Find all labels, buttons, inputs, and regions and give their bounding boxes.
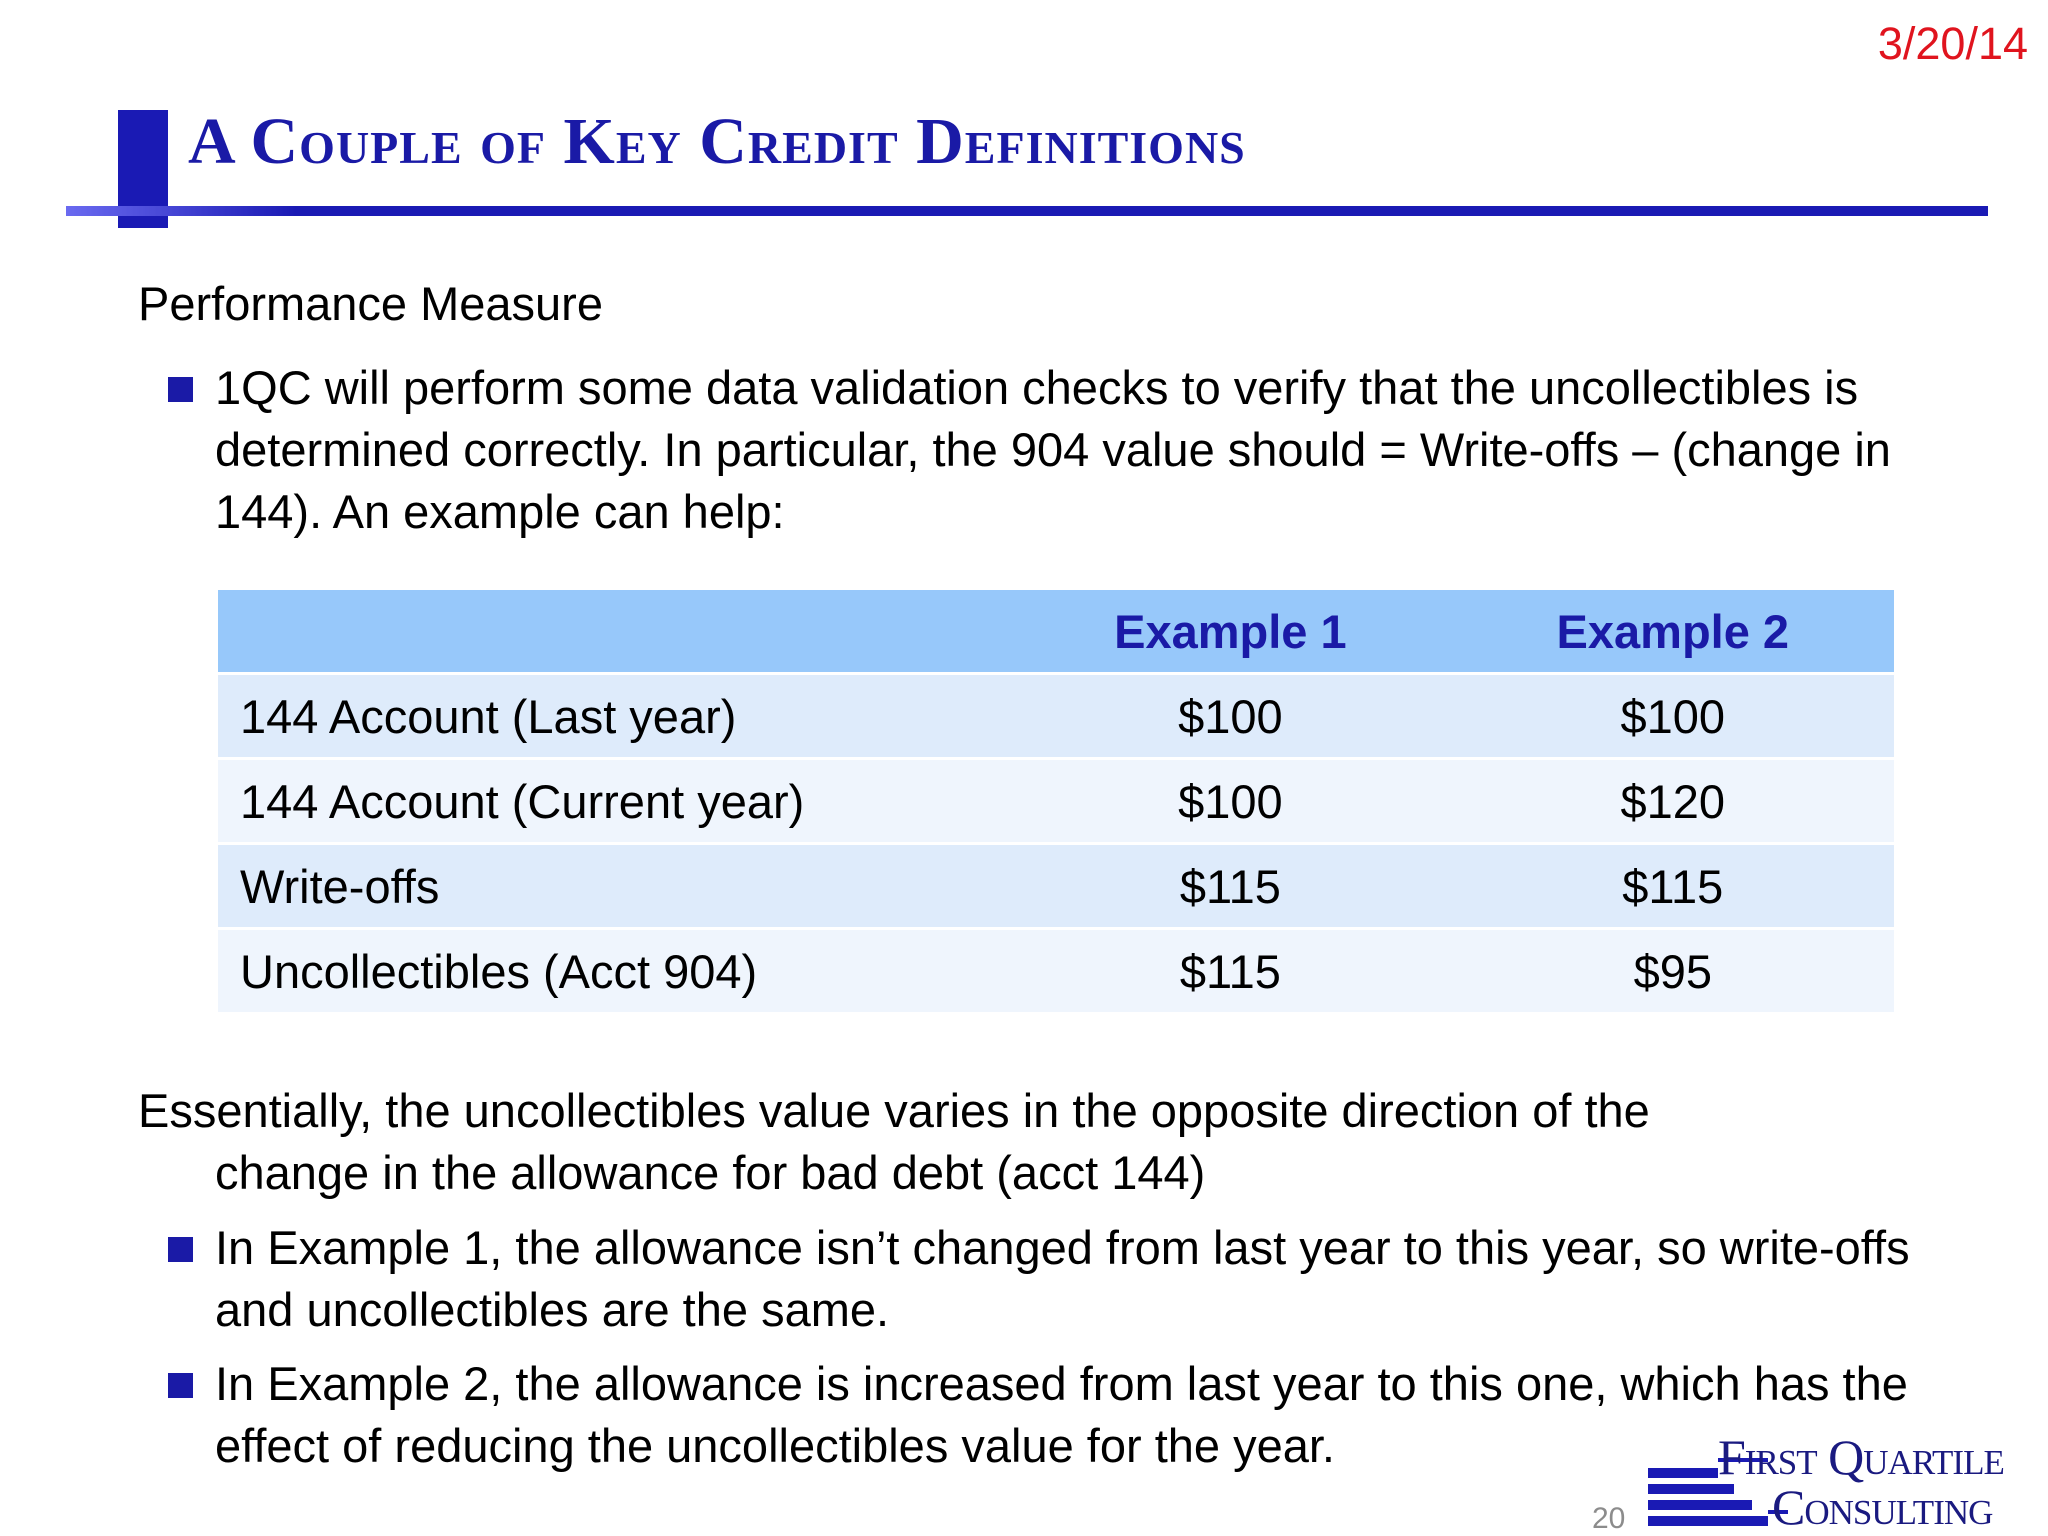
- logo-stripe: [1648, 1516, 1768, 1526]
- bullet-square-icon: [168, 1237, 193, 1262]
- summary-line-1: Essentially, the uncollectibles value varies in the opposite direction of the: [138, 1084, 1650, 1137]
- table-header-example-1: Example 1: [1009, 590, 1451, 674]
- bullet-text-example-1: In Example 1, the allowance isn’t changed from last year to this year, so write-offs and uncollectibles are the same.: [215, 1221, 1910, 1336]
- table-cell-value: $120: [1452, 759, 1894, 844]
- table-row: [218, 759, 1894, 844]
- table-row: [218, 674, 1894, 759]
- title-underline: [66, 206, 1988, 216]
- slide-date: 3/20/14: [1877, 18, 2028, 69]
- table-cell-label: Uncollectibles (Acct 904): [218, 929, 1009, 1014]
- table-cell-value: $100: [1009, 674, 1451, 759]
- slide-title: A Couple of Key Credit Definitions: [188, 105, 1246, 178]
- table-header-empty: [218, 590, 1009, 674]
- table-cell-label: 144 Account (Current year): [218, 759, 1009, 844]
- table-cell-value: $115: [1009, 844, 1451, 929]
- logo-text-line-2: Consulting: [1772, 1479, 1993, 1535]
- table-cell-label: Write-offs: [218, 844, 1009, 929]
- section-heading-performance: Performance Measure: [138, 277, 603, 330]
- table-row: [218, 844, 1894, 929]
- page-number: 20: [1592, 1502, 1626, 1535]
- table-cell-value: $100: [1452, 674, 1894, 759]
- table-header-row: [218, 590, 1894, 674]
- logo-text-line-1: First Quartile: [1718, 1429, 2004, 1485]
- table-cell-value: $115: [1009, 929, 1451, 1014]
- bullet-square-icon: [168, 377, 193, 402]
- summary-line-2: change in the allowance for bad debt (acct 144): [215, 1146, 1206, 1199]
- table-header-example-2: Example 2: [1452, 590, 1894, 674]
- bullet-square-icon: [168, 1373, 193, 1398]
- bullet-text-validation: 1QC will perform some data validation checks to verify that the uncollectibles is determined correctly. In particular, the 904 value should = Write-offs – (change in 144). An example can help:: [215, 361, 1891, 538]
- table-cell-value: $100: [1009, 759, 1451, 844]
- logo-stripe: [1648, 1500, 1752, 1510]
- table-cell-label: 144 Account (Last year): [218, 674, 1009, 759]
- example-table: [218, 590, 1894, 1015]
- table-cell-value: $115: [1452, 844, 1894, 929]
- table-cell-value: $95: [1452, 929, 1894, 1014]
- bullet-text-example-2: In Example 2, the allowance is increased from last year to this one, which has the effect of reducing the uncollectibles value for the year.: [215, 1357, 1908, 1472]
- section-summary: [138, 1080, 1958, 1204]
- company-logo: [1648, 1428, 2048, 1536]
- table-row: [218, 929, 1894, 1014]
- logo-stripe: [1648, 1468, 1718, 1478]
